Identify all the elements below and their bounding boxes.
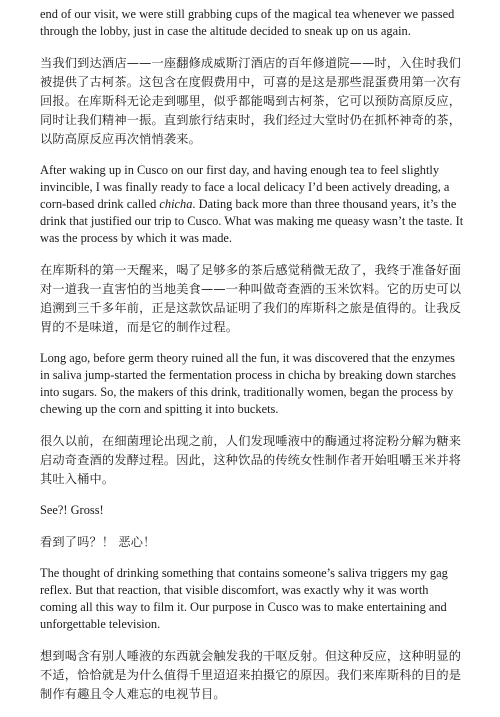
paragraph-en-1: end of our visit, we were still grabbing cups of the magical tea whenever we passed through the lobby, just in case the altitude decided to sneak up on us again. <box>40 7 455 38</box>
paragraph-zh-3: 很久以前，在细菌理论出现之前，人们发现唾液中的酶通过将淀粉分解为糖来启动奇查酒的发酵过程。因此，这种饮品的传统女性制作者开始咀嚼玉米并将其吐入桶中。 <box>40 434 462 486</box>
paragraph-en-4: See?! Gross! <box>40 503 104 517</box>
chicha-emphasis: chicha <box>159 197 193 211</box>
paragraph-en-2 <box>40 162 464 247</box>
paragraph-zh-1: 当我们到达酒店——一座翻修成威斯汀酒店的百年修道院——时，入住时我们被提供了古柯茶。这包含在度假费用中，可喜的是这是那些混蛋费用第一次有回报。在库斯科无论走到哪里，似乎都能喝到古柯茶，它可以预防高原反应，同时让我们精神一振。直到旅行结束时，我们经过大堂时仍在抓杯神奇的茶，以防高原反应再次悄悄袭来。 <box>40 56 462 146</box>
paragraph-zh-4: 看到了吗？！ 恶心！ <box>40 535 156 549</box>
document-page <box>40 6 464 717</box>
paragraph-en-5: The thought of drinking something that contains someone’s saliva triggers my gag reflex. But that reaction, that visible discomfort, was exactly why it was worth coming all this way to film it. Our purpose in Cusco was to make entertaining and unforgettable television. <box>40 566 448 631</box>
paragraph-zh-2: 在库斯科的第一天醒来，喝了足够多的茶后感觉稍微无敌了，我终于准备好面对一道我一直害怕的当地美食——一种叫做奇查酒的玉米饮料。它的历史可以追溯到三千多年前，正是这款饮品证明了我们的库斯科之旅是值得的。让我反胃的不是味道，而是它的制作过程。 <box>40 263 462 334</box>
paragraph-en-2-part-2: . Dating back more than three thousand years, it’s the drink that justified our trip to Cusco. What was making me queasy wasn’t the taste. It was the process by which it was made. <box>40 197 464 245</box>
paragraph-en-2-part-1: After waking up in Cusco on our first day, and having enough tea to feel slightly invincible, I was finally ready to face a local delicacy I’d been actively dreading, a corn-based drink called <box>40 163 450 211</box>
paragraph-zh-5: 想到喝含有别人唾液的东西就会触发我的干呕反射。但这种反应，这种明显的不适，恰恰就是为什么值得千里迢迢来拍摄它的原因。我们来库斯科的目的是制作有趣且令人难忘的电视节目。 <box>40 649 462 701</box>
paragraph-en-3: Long ago, before germ theory ruined all the fun, it was discovered that the enzymes in saliva jump-started the fermentation process in chicha by breaking down starches into sugars. So, the makers of this drink, traditionally women, began the process by chewing up the corn and spitting it into buckets. <box>40 351 456 416</box>
